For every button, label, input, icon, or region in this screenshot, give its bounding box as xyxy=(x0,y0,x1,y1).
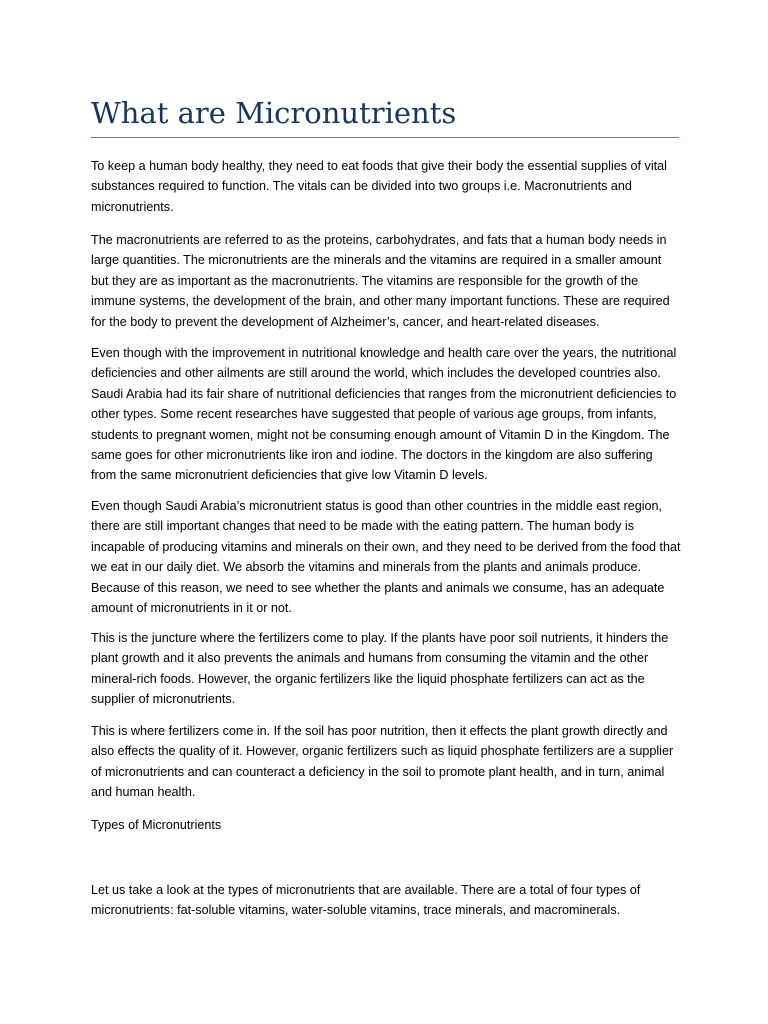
paragraph-fertilizers-soil: This is where fertilizers come in. If the soil has poor nutrition, then it effects the plant growth directly and also effects the quality of it. However, organic fertilizers such as liquid phosphate fertilizers are a supplier of micronutrients and can counteract a deficiency in the soil to promote plant health, and in turn, animal and human health. xyxy=(91,724,674,800)
paragraph-intro: To keep a human body healthy, they need to eat foods that give their body the essential supplies of vital substances required to function. The vitals can be divided into two groups i.e. Macronutrients and micronutrients. xyxy=(91,159,667,214)
section-heading-types: Types of Micronutrients xyxy=(91,818,222,832)
paragraph-macronutrients: The macronutrients are referred to as the proteins, carbohydrates, and fats that a human body needs in large quantities. The micronutrients are the minerals and the vitamins are required in a smaller amount but they are as important as the macronutrients. The vitamins are responsible for the growth of the immune systems, the development of the brain, and other many important functions. These are required for the body to prevent the development of Alzheimer’s, cancer, and heart-related diseases. xyxy=(91,233,670,329)
page-title: What are Micronutrients xyxy=(91,96,457,130)
title-underline xyxy=(91,137,679,138)
paragraph-deficiencies: Even though with the improvement in nutritional knowledge and health care over the years, the nutritional deficiencies and other ailments are still around the world, which includes the developed countries also. Saudi Arabia had its fair share of nutritional deficiencies that ranges from the micronutrient deficiencies to other types. Some recent researches have suggested that people of various age groups, from infants, students to pregnant women, might not be consuming enough amount of Vitamin D in the Kingdom. The same goes for other micronutrients like iron and iodine. The doctors in the kingdom are also suffering from the same micronutrient deficiencies that give low Vitamin D levels. xyxy=(91,346,677,483)
paragraph-fertilizers-juncture: This is the juncture where the fertilizers come to play. If the plants have poor soil nutrients, it hinders the plant growth and it also prevents the animals and humans from consuming the vitamin and the other mineral-rich foods. However, the organic fertilizers like the liquid phosphate fertilizers can act as the supplier of micronutrients. xyxy=(91,631,669,707)
paragraph-types-overview: Let us take a look at the types of micronutrients that are available. There are a total of four types of micronutrients: fat-soluble vitamins, water-soluble vitamins, trace minerals, and macrominerals. xyxy=(91,883,641,918)
paragraph-saudi-status: Even though Saudi Arabia’s micronutrient status is good than other countries in the middle east region, there are still important changes that need to be made with the eating pattern. The human body is incapable of producing vitamins and minerals on their own, and they need to be derived from the food that we eat in our daily diet. We absorb the vitamins and minerals from the plants and animals produce. Because of this reason, we need to see whether the plants and animals we consume, has an adequate amount of micronutrients in it or not. xyxy=(91,499,681,616)
